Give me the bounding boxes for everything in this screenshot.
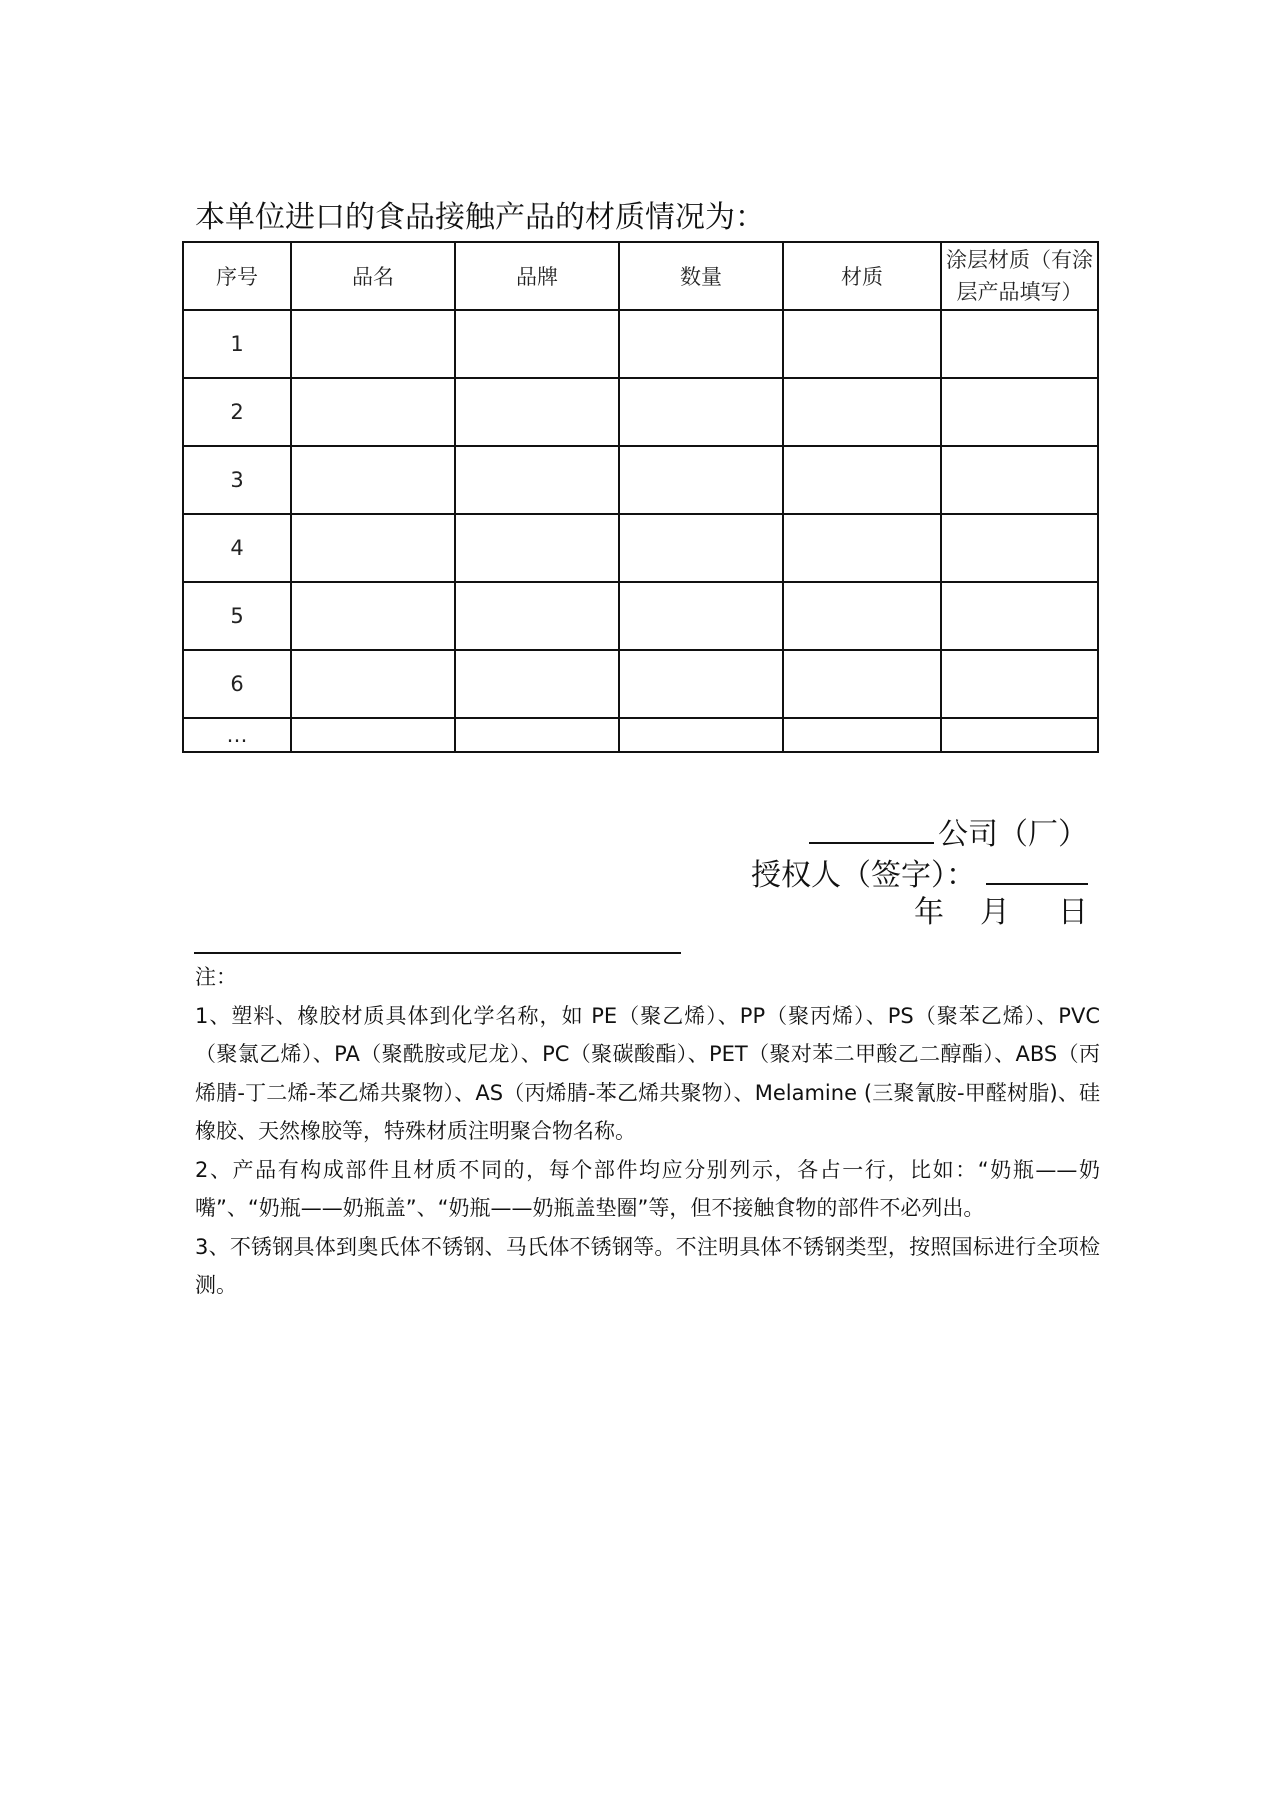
quantity-cell[interactable] xyxy=(619,310,783,378)
product-name-cell[interactable] xyxy=(291,310,455,378)
brand-cell[interactable] xyxy=(455,446,619,514)
product-name-cell[interactable] xyxy=(291,650,455,718)
row-index: 1 xyxy=(183,310,291,378)
quantity-cell[interactable] xyxy=(619,514,783,582)
brand-cell[interactable] xyxy=(455,514,619,582)
material-cell[interactable] xyxy=(783,310,941,378)
company-line xyxy=(809,812,1088,855)
date-month-label: 月 xyxy=(980,895,1010,930)
coating-cell[interactable] xyxy=(941,514,1098,582)
header-quantity: 数量 xyxy=(619,242,783,310)
row-index: 3 xyxy=(183,446,291,514)
notes-separator xyxy=(194,952,681,954)
row-index: 5 xyxy=(183,582,291,650)
material-cell[interactable] xyxy=(783,446,941,514)
materials-table xyxy=(182,241,1099,753)
quantity-cell[interactable] xyxy=(619,446,783,514)
coating-cell[interactable] xyxy=(941,310,1098,378)
table-header-row xyxy=(183,242,1098,310)
product-name-cell[interactable] xyxy=(291,446,455,514)
coating-cell[interactable] xyxy=(941,378,1098,446)
table-row xyxy=(183,582,1098,650)
quantity-cell[interactable] xyxy=(619,378,783,446)
intro-heading: 本单位进口的食品接触产品的材质情况为： xyxy=(195,200,765,235)
note-item: 3、不锈钢具体到奥氏体不锈钢、马氏体不锈钢等。不注明具体不锈钢类型，按照国标进行全项检测。 xyxy=(195,1234,1100,1297)
material-cell[interactable] xyxy=(783,650,941,718)
date-day-label: 日 xyxy=(1058,895,1088,930)
company-label: 公司（厂） xyxy=(938,817,1088,852)
header-coating-material xyxy=(941,242,1098,310)
coating-cell[interactable] xyxy=(941,650,1098,718)
table-row xyxy=(183,310,1098,378)
table-row xyxy=(183,446,1098,514)
table-row-ellipsis xyxy=(183,718,1098,752)
quantity-cell[interactable] xyxy=(619,582,783,650)
table-row xyxy=(183,378,1098,446)
brand-cell[interactable] xyxy=(455,378,619,446)
material-cell[interactable] xyxy=(783,378,941,446)
authorized-signature-line xyxy=(751,853,1088,896)
authorized-label: 授权人（签字）： xyxy=(751,858,976,893)
signature-blank[interactable] xyxy=(986,853,1088,885)
row-index: 2 xyxy=(183,378,291,446)
notes-section xyxy=(195,958,1100,1305)
material-cell[interactable] xyxy=(783,718,941,752)
table-row xyxy=(183,514,1098,582)
brand-cell[interactable] xyxy=(455,310,619,378)
coating-cell[interactable] xyxy=(941,582,1098,650)
header-brand: 品牌 xyxy=(455,242,619,310)
header-coating-line2: 层产品填写） xyxy=(956,280,1083,304)
company-name-blank[interactable] xyxy=(809,812,934,844)
material-cell[interactable] xyxy=(783,582,941,650)
note-item: 1、塑料、橡胶材质具体到化学名称，如 PE（聚乙烯）、PP（聚丙烯）、PS（聚苯乙烯）、PVC（聚氯乙烯）、PA（聚酰胺或尼龙）、PC（聚碳酸酯）、PET（聚对苯二甲酸乙二醇酯）、ABS（丙烯腈-丁二烯-苯乙烯共聚物）、AS（丙烯腈-苯乙烯共聚物）、Melamine (三聚氰胺-甲醛树脂)、硅橡胶、天然橡胶等，特殊材质注明聚合物名称。 xyxy=(195,1003,1100,1143)
brand-cell[interactable] xyxy=(455,718,619,752)
notes-title: 注： xyxy=(195,965,237,989)
product-name-cell[interactable] xyxy=(291,582,455,650)
header-coating-line1: 涂层材质（有涂 xyxy=(946,248,1093,272)
product-name-cell[interactable] xyxy=(291,378,455,446)
header-index: 序号 xyxy=(183,242,291,310)
row-index: 4 xyxy=(183,514,291,582)
note-item: 2、产品有构成部件且材质不同的，每个部件均应分别列示，各占一行，比如：“奶瓶——奶嘴”、“奶瓶——奶瓶盖”、“奶瓶——奶瓶盖垫圈”等，但不接触食物的部件不必列出。 xyxy=(195,1157,1100,1220)
coating-cell[interactable] xyxy=(941,718,1098,752)
product-name-cell[interactable] xyxy=(291,514,455,582)
material-cell[interactable] xyxy=(783,514,941,582)
coating-cell[interactable] xyxy=(941,446,1098,514)
header-material: 材质 xyxy=(783,242,941,310)
row-index: 6 xyxy=(183,650,291,718)
brand-cell[interactable] xyxy=(455,582,619,650)
quantity-cell[interactable] xyxy=(619,650,783,718)
row-ellipsis: … xyxy=(183,718,291,752)
product-name-cell[interactable] xyxy=(291,718,455,752)
date-line xyxy=(914,893,1088,933)
quantity-cell[interactable] xyxy=(619,718,783,752)
header-product-name: 品名 xyxy=(291,242,455,310)
table-row xyxy=(183,650,1098,718)
brand-cell[interactable] xyxy=(455,650,619,718)
date-year-label: 年 xyxy=(914,895,944,930)
